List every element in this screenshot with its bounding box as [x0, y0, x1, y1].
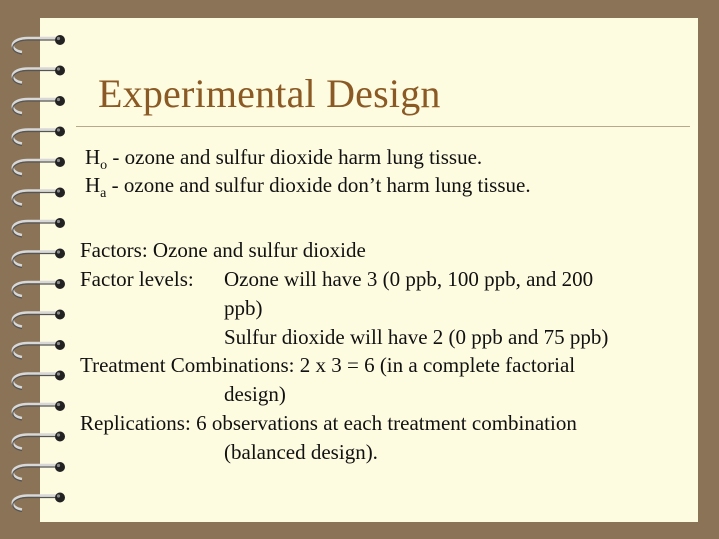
factor-levels-label: Factor levels:: [80, 267, 194, 291]
spiral-binding-icon: [0, 0, 75, 539]
null-hypothesis-symbol: H: [85, 145, 101, 169]
alternative-hypothesis: [85, 173, 531, 201]
spiral-ring-icon: [13, 432, 65, 451]
slide-title: Experimental Design: [98, 71, 441, 116]
spiral-ring-icon: [13, 493, 65, 512]
title-divider: [76, 126, 690, 127]
spiral-ring-icon: [13, 340, 65, 359]
replications-line-2: (balanced design).: [224, 440, 378, 464]
alt-hypothesis-symbol: H: [85, 173, 101, 197]
spiral-ring-icon: [13, 188, 65, 207]
ozone-levels-line-2: ppb): [224, 296, 263, 320]
spiral-ring-icon: [13, 127, 65, 146]
spiral-ring-icon: [13, 310, 65, 329]
factors-line: Factors: Ozone and sulfur dioxide: [80, 238, 366, 262]
spiral-ring-icon: [13, 279, 65, 298]
null-hypothesis-subscript: o: [100, 158, 108, 173]
spiral-ring-icon: [13, 218, 65, 237]
alt-hypothesis-subscript: a: [100, 186, 107, 201]
ozone-levels-line-1: Ozone will have 3 (0 ppb, 100 ppb, and 200: [224, 267, 594, 291]
replications-line-1: Replications: 6 observations at each treatment combination: [80, 411, 577, 435]
spiral-ring-icon: [13, 157, 65, 176]
alt-hypothesis-text: - ozone and sulfur dioxide don’t harm lung tissue.: [106, 173, 531, 197]
spiral-ring-icon: [13, 96, 65, 115]
sulfur-levels-line: Sulfur dioxide will have 2 (0 ppb and 75 ppb): [224, 325, 609, 349]
treatment-line-1: Treatment Combinations: 2 x 3 = 6 (in a complete factorial: [80, 353, 576, 377]
spiral-ring-icon: [13, 35, 65, 54]
spiral-ring-icon: [13, 249, 65, 268]
spiral-ring-icon: [13, 462, 65, 481]
null-hypothesis-text: - ozone and sulfur dioxide harm lung tissue.: [107, 145, 483, 169]
null-hypothesis: [85, 145, 483, 173]
spiral-ring-icon: [13, 401, 65, 420]
treatment-line-2: design): [224, 382, 286, 406]
spiral-ring-icon: [13, 66, 65, 85]
spiral-ring-icon: [13, 371, 65, 390]
